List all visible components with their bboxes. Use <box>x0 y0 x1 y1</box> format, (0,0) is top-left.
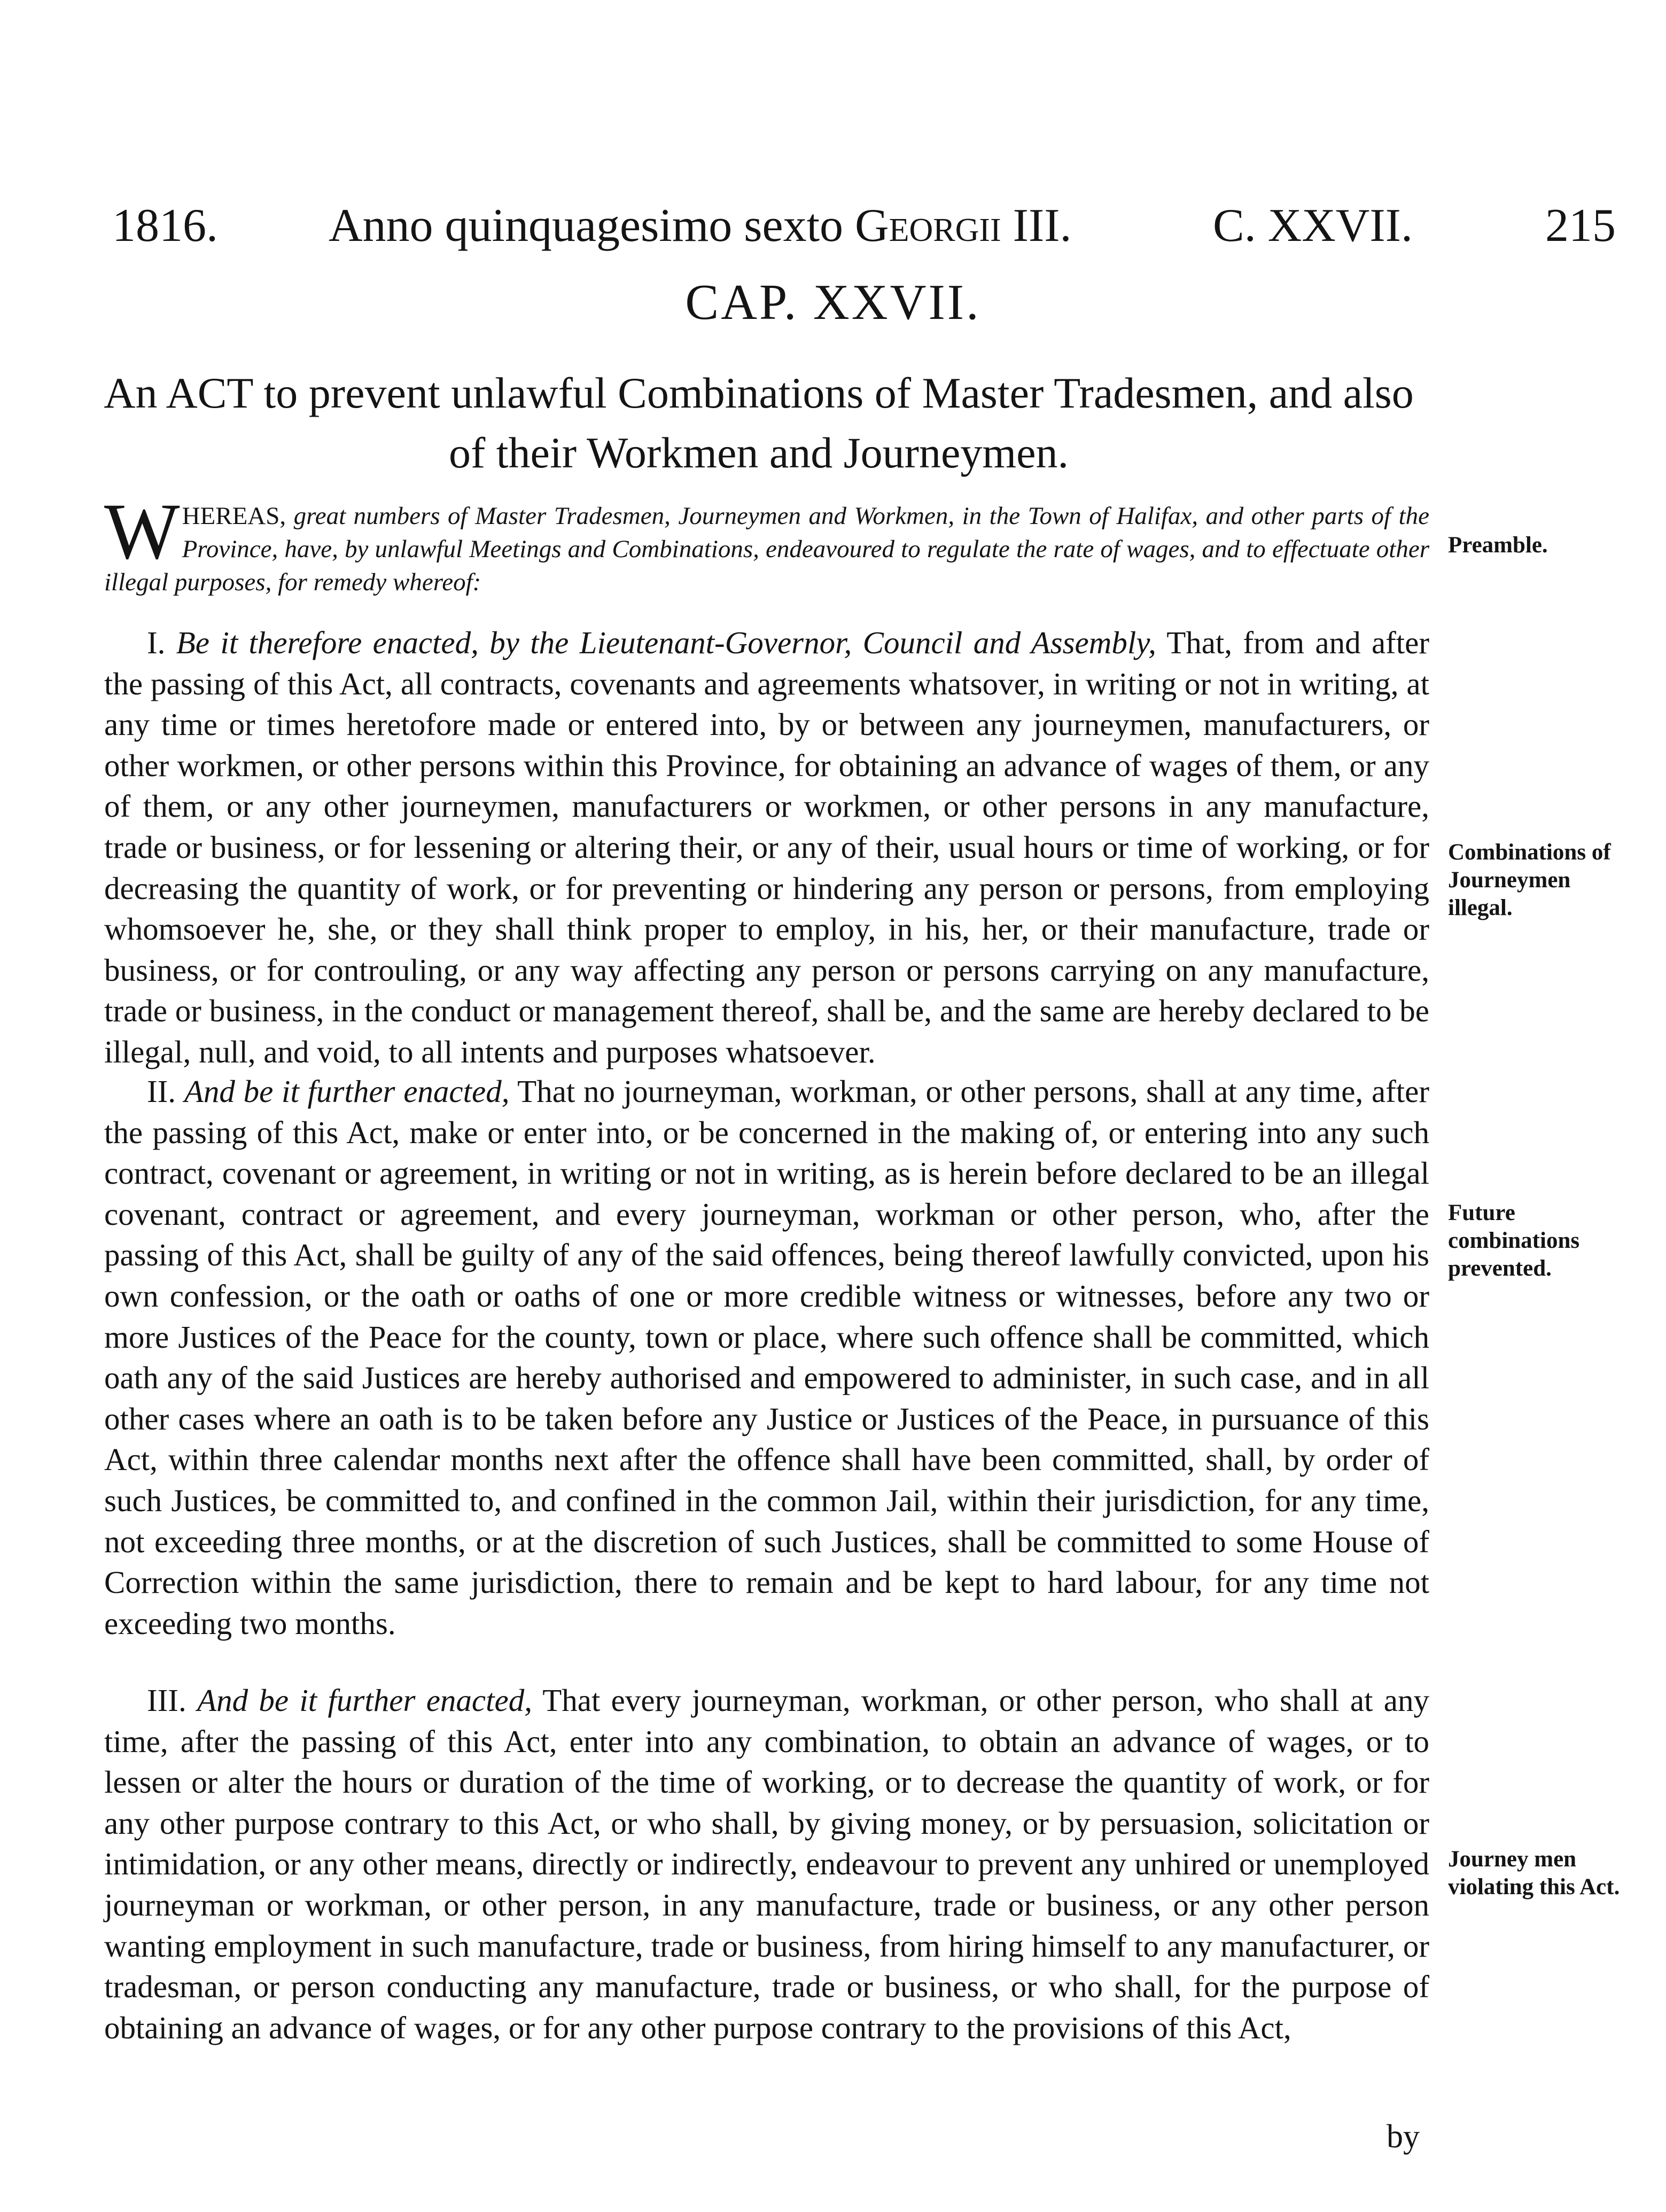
section-number: I. <box>147 625 166 660</box>
header-chapter: C. XXVII. <box>1213 200 1413 252</box>
section-2 <box>104 1071 1429 1644</box>
section-text: That every journeyman, workman, or other person, who shall at any time, after the passing of this Act, enter into any combination, to obtain an advance of wages, or to lessen or alter the hours or duration of the time of working, or to decrease the quantity of work, or for any other purpose contrary to this Act, or who shall, by giving money, or by persuasion, solicitation or intimidation, or any other means, directly or indirectly, endeavour to prevent any unhired or unemployed journeyman or workman, or other person, in any manufacture, trade or business, or any other person wanting employment in such manufacture, trade or business, from hiring himself to any manufacturer, or tradesman, or person conducting any manufacture, trade or business, or who shall, for the purpose of obtaining an advance of wages, or for any other purpose contrary to the provisions of this Act, <box>104 1683 1429 2045</box>
section-3 <box>104 1680 1429 2048</box>
page-number: 215 <box>1545 200 1616 252</box>
drop-cap: W <box>104 487 180 576</box>
margin-note-journeymen: Journey men violating this Act. <box>1448 1847 1620 1900</box>
enacting-clause: Be it therefore enacted, by the Lieutenant-Governor, Council and Assembly, <box>176 625 1156 660</box>
section-text: That no journeyman, workman, or other persons, shall at any time, after the passing of this Act, make or enter into, or be concerned in the making of, or entering into any such contract, covenant or agreement, in writing or not in writing, as is herein before declared to be an illegal covenant, contract or agreement, and every journeyman, workman or other person, who, after the passing of this Act, shall be guilty of any of the said offences, being thereof lawfully convicted, upon his own confession, or the oath or oaths of one or more credible witness or witnesses, before any two or more Justices of the Peace for the county, town or place, where such offence shall be committed, which oath any of the said Justices are hereby authorised and empowered to administer, in such case, and in all other cases where an oath is to be taken before any Justice or Justices of the Peace, in pursuance of this Act, within three calendar months next after the offence shall have been committed, shall, by order of such Justices, be committed to, and confined in the common Jail, within their jurisdiction, for any time, not exceeding three months, or at the discretion of such Justices, shall be committed to some House of Correction within the same jurisdiction, there to remain and be kept to hard labour, for any time not exceeding two months. <box>104 1074 1430 1641</box>
margin-note-combinations: Combinations of Journeymen illegal. <box>1448 840 1611 920</box>
section-1 <box>104 622 1429 1073</box>
chapter-heading: CAP. XXVII. <box>685 275 981 330</box>
running-header <box>112 199 1619 263</box>
catchword: by <box>1387 2119 1420 2155</box>
margin-note-preamble: Preamble. <box>1448 533 1548 558</box>
section-text: That, from and after the passing of this Act, all contracts, covenants and agreements whatsover, in writing or not in writing, at any time or times heretofore made or entered into, by or between any journeymen, manufacturers, or other workmen, or other persons within this Province, for obtaining an advance of wages of them, or any of them, or any other journeymen, manufacturers or workmen, or other persons in any manufacture, trade or business, or for lessening or altering their, or any of their, usual hours or time of working, or for decreasing the quantity of work, or for preventing or hindering any person or persons, from employing whomsoever he, she, or they shall think proper to employ, in his, her, or their manufacture, trade or business, or for controuling, or any way affecting any person or persons carrying on any manufacture, trade or business, in the conduct or management thereof, shall be, and the same are hereby declared to be illegal, null, and void, to all intents and purposes whatsoever. <box>104 625 1430 1069</box>
header-title: Anno quinquagesimo sexto Georgii III. <box>329 200 1072 252</box>
margin-note-future: Future combinations prevented. <box>1448 1200 1580 1281</box>
preamble <box>104 487 1430 599</box>
section-number: III. <box>147 1683 186 1718</box>
header-year: 1816. <box>112 200 218 252</box>
enacting-clause: And be it further enacted, <box>197 1683 532 1718</box>
preamble-lead: HEREAS, <box>182 502 286 530</box>
enacting-clause: And be it further enacted, <box>184 1074 510 1109</box>
act-title: An ACT to prevent unlawful Combinations of Master Tradesmen, and also of their Workmen and Journeymen. <box>104 369 1414 477</box>
section-number: II. <box>147 1074 176 1109</box>
preamble-text: great numbers of Master Tradesmen, Journeymen and Workmen, in the Town of Halifax, and other parts of the Province, have, by unlawful Meetings and Combinations, endeavoured to regulate the rate of wages, and to effectuate other illegal purposes, for remedy whereof: <box>104 502 1430 596</box>
